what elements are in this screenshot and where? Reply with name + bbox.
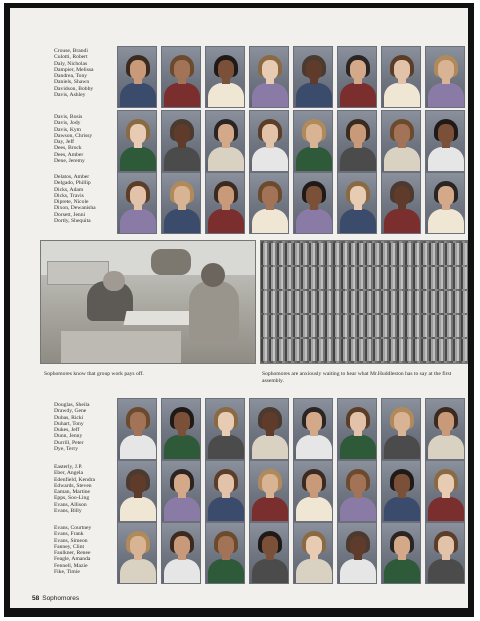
student-name: Fanney, Clint	[54, 543, 85, 550]
student-name: Culotti, Robert	[54, 54, 88, 61]
student-portrait	[293, 460, 333, 522]
student-portrait	[161, 46, 201, 108]
student-name: Feagle, Amanda	[54, 556, 91, 563]
student-portrait	[117, 398, 157, 460]
student-name: Davis, Bosis	[54, 114, 83, 120]
student-name: Eber, Angela	[54, 470, 83, 477]
student-portrait	[293, 398, 333, 460]
student-name: Faulkner, Renee	[54, 550, 91, 557]
student-name: Delgado, Phillip	[54, 180, 91, 187]
student-name: Daniels, Shawn	[54, 79, 90, 86]
student-portrait	[205, 46, 245, 108]
assembly-crowd-photo	[260, 240, 468, 364]
student-name: Dye, Terry	[54, 446, 79, 453]
student-name: Dene, Jeremy	[54, 158, 85, 165]
student-name: Dandrea, Tony	[54, 73, 88, 80]
student-portrait	[381, 460, 421, 522]
student-portrait	[425, 398, 465, 460]
student-portrait	[381, 46, 421, 108]
name-list-3	[54, 174, 114, 224]
student-portrait	[249, 522, 289, 584]
name-list-2	[54, 114, 114, 164]
student-name: Dees, Amber	[54, 151, 84, 158]
student-name: Duhart, Tony	[54, 420, 84, 427]
student-name: Dees, Brock	[54, 145, 82, 152]
caption-group-work: Sophomores know that group work pays off.	[44, 371, 144, 377]
student-portrait	[293, 172, 333, 234]
student-portrait	[161, 460, 201, 522]
student-portrait	[337, 172, 377, 234]
student-portrait	[205, 398, 245, 460]
student-portrait	[249, 172, 289, 234]
student-portrait	[425, 172, 465, 234]
name-list-4	[54, 402, 114, 452]
student-portrait	[425, 522, 465, 584]
student-name: Dixon, Dewanisha	[54, 205, 96, 212]
page-folio	[32, 595, 79, 602]
student-portrait	[117, 460, 157, 522]
name-list-1	[54, 48, 114, 98]
student-portrait	[205, 522, 245, 584]
student-portrait	[337, 460, 377, 522]
student-portrait	[117, 172, 157, 234]
portrait-row-2	[117, 110, 465, 172]
student-portrait	[337, 398, 377, 460]
student-portrait	[337, 46, 377, 108]
student-portrait	[425, 110, 465, 172]
portrait-row-6	[117, 522, 465, 584]
student-portrait	[205, 172, 245, 234]
student-name: Dubas, Ricki	[54, 414, 84, 421]
caption-assembly: Sophomores are anxiously waiting to hear what Mr.Huddleston has to say at the first assembly.	[262, 371, 452, 384]
student-portrait	[161, 172, 201, 234]
student-name: Fennell, Mazie	[54, 562, 88, 569]
student-portrait	[249, 46, 289, 108]
student-portrait	[205, 460, 245, 522]
student-portrait	[425, 46, 465, 108]
student-name: Epps, Soo-Ling	[54, 495, 90, 502]
student-portrait	[337, 110, 377, 172]
student-name: Dawson, Chrissy	[54, 132, 93, 139]
student-portrait	[117, 46, 157, 108]
student-portrait	[293, 46, 333, 108]
student-portrait	[425, 460, 465, 522]
student-name: Evans, Frank	[54, 531, 84, 538]
student-name: Evans, Billy	[54, 508, 82, 515]
page-number: 58	[32, 595, 40, 602]
student-portrait	[161, 110, 201, 172]
student-portrait	[249, 110, 289, 172]
student-name: Drawdy, Gene	[54, 408, 87, 415]
name-list-6	[54, 525, 114, 575]
student-name: Davidson, Bobby	[54, 85, 94, 92]
student-name: Dicks, Travis	[54, 192, 84, 199]
section-name: Sophomores	[42, 595, 80, 602]
student-name: Dunn, Jenny	[54, 433, 83, 440]
group-work-photo	[40, 240, 256, 364]
student-portrait	[117, 110, 157, 172]
portrait-row-1	[117, 46, 465, 108]
portrait-row-5	[117, 460, 465, 522]
student-name: Evans, Courtney	[54, 525, 92, 531]
student-portrait	[117, 522, 157, 584]
student-portrait	[381, 398, 421, 460]
portrait-row-4	[117, 398, 465, 460]
student-name: Dampier, Melissa	[54, 66, 94, 73]
student-portrait	[249, 460, 289, 522]
student-portrait	[381, 522, 421, 584]
student-name: Evans, Allison	[54, 501, 87, 508]
student-name: Dortly, Shequita	[54, 218, 91, 225]
student-name: Davis, Ashley	[54, 92, 86, 99]
student-portrait	[381, 172, 421, 234]
student-portrait	[161, 522, 201, 584]
student-name: Edenfield, Kendra	[54, 476, 96, 483]
student-name: Dukes, Jeff	[54, 427, 80, 434]
student-name: Edwards, Steven	[54, 482, 92, 489]
student-portrait	[381, 110, 421, 172]
student-name: Delatos, Amber	[54, 174, 90, 180]
student-name: Fike, Timie	[54, 569, 80, 576]
student-name: Durrill, Peter	[54, 439, 84, 446]
name-list-5	[54, 464, 114, 514]
student-name: Diprete, Nicole	[54, 199, 89, 206]
student-name: Eaman, Martine	[54, 489, 91, 496]
student-portrait	[161, 398, 201, 460]
student-name: Easterly, J.P.	[54, 464, 83, 470]
student-name: Evans, Simeon	[54, 537, 88, 544]
yearbook-page	[10, 8, 468, 608]
student-portrait	[205, 110, 245, 172]
student-name: Douglas, Sheila	[54, 402, 90, 408]
student-portrait	[293, 522, 333, 584]
student-portrait	[337, 522, 377, 584]
student-name: Dorsett, Jenni	[54, 211, 86, 218]
student-portrait	[249, 398, 289, 460]
student-name: Daly, Nicholas	[54, 60, 88, 67]
student-name: Davis, Kym	[54, 126, 82, 133]
student-name: Dicks, Adam	[54, 186, 84, 193]
student-name: Day, Jeff	[54, 139, 75, 146]
student-name: Davis, Jody	[54, 120, 81, 127]
student-name: Crouse, Brandi	[54, 48, 88, 54]
student-portrait	[293, 110, 333, 172]
portrait-row-3	[117, 172, 465, 234]
